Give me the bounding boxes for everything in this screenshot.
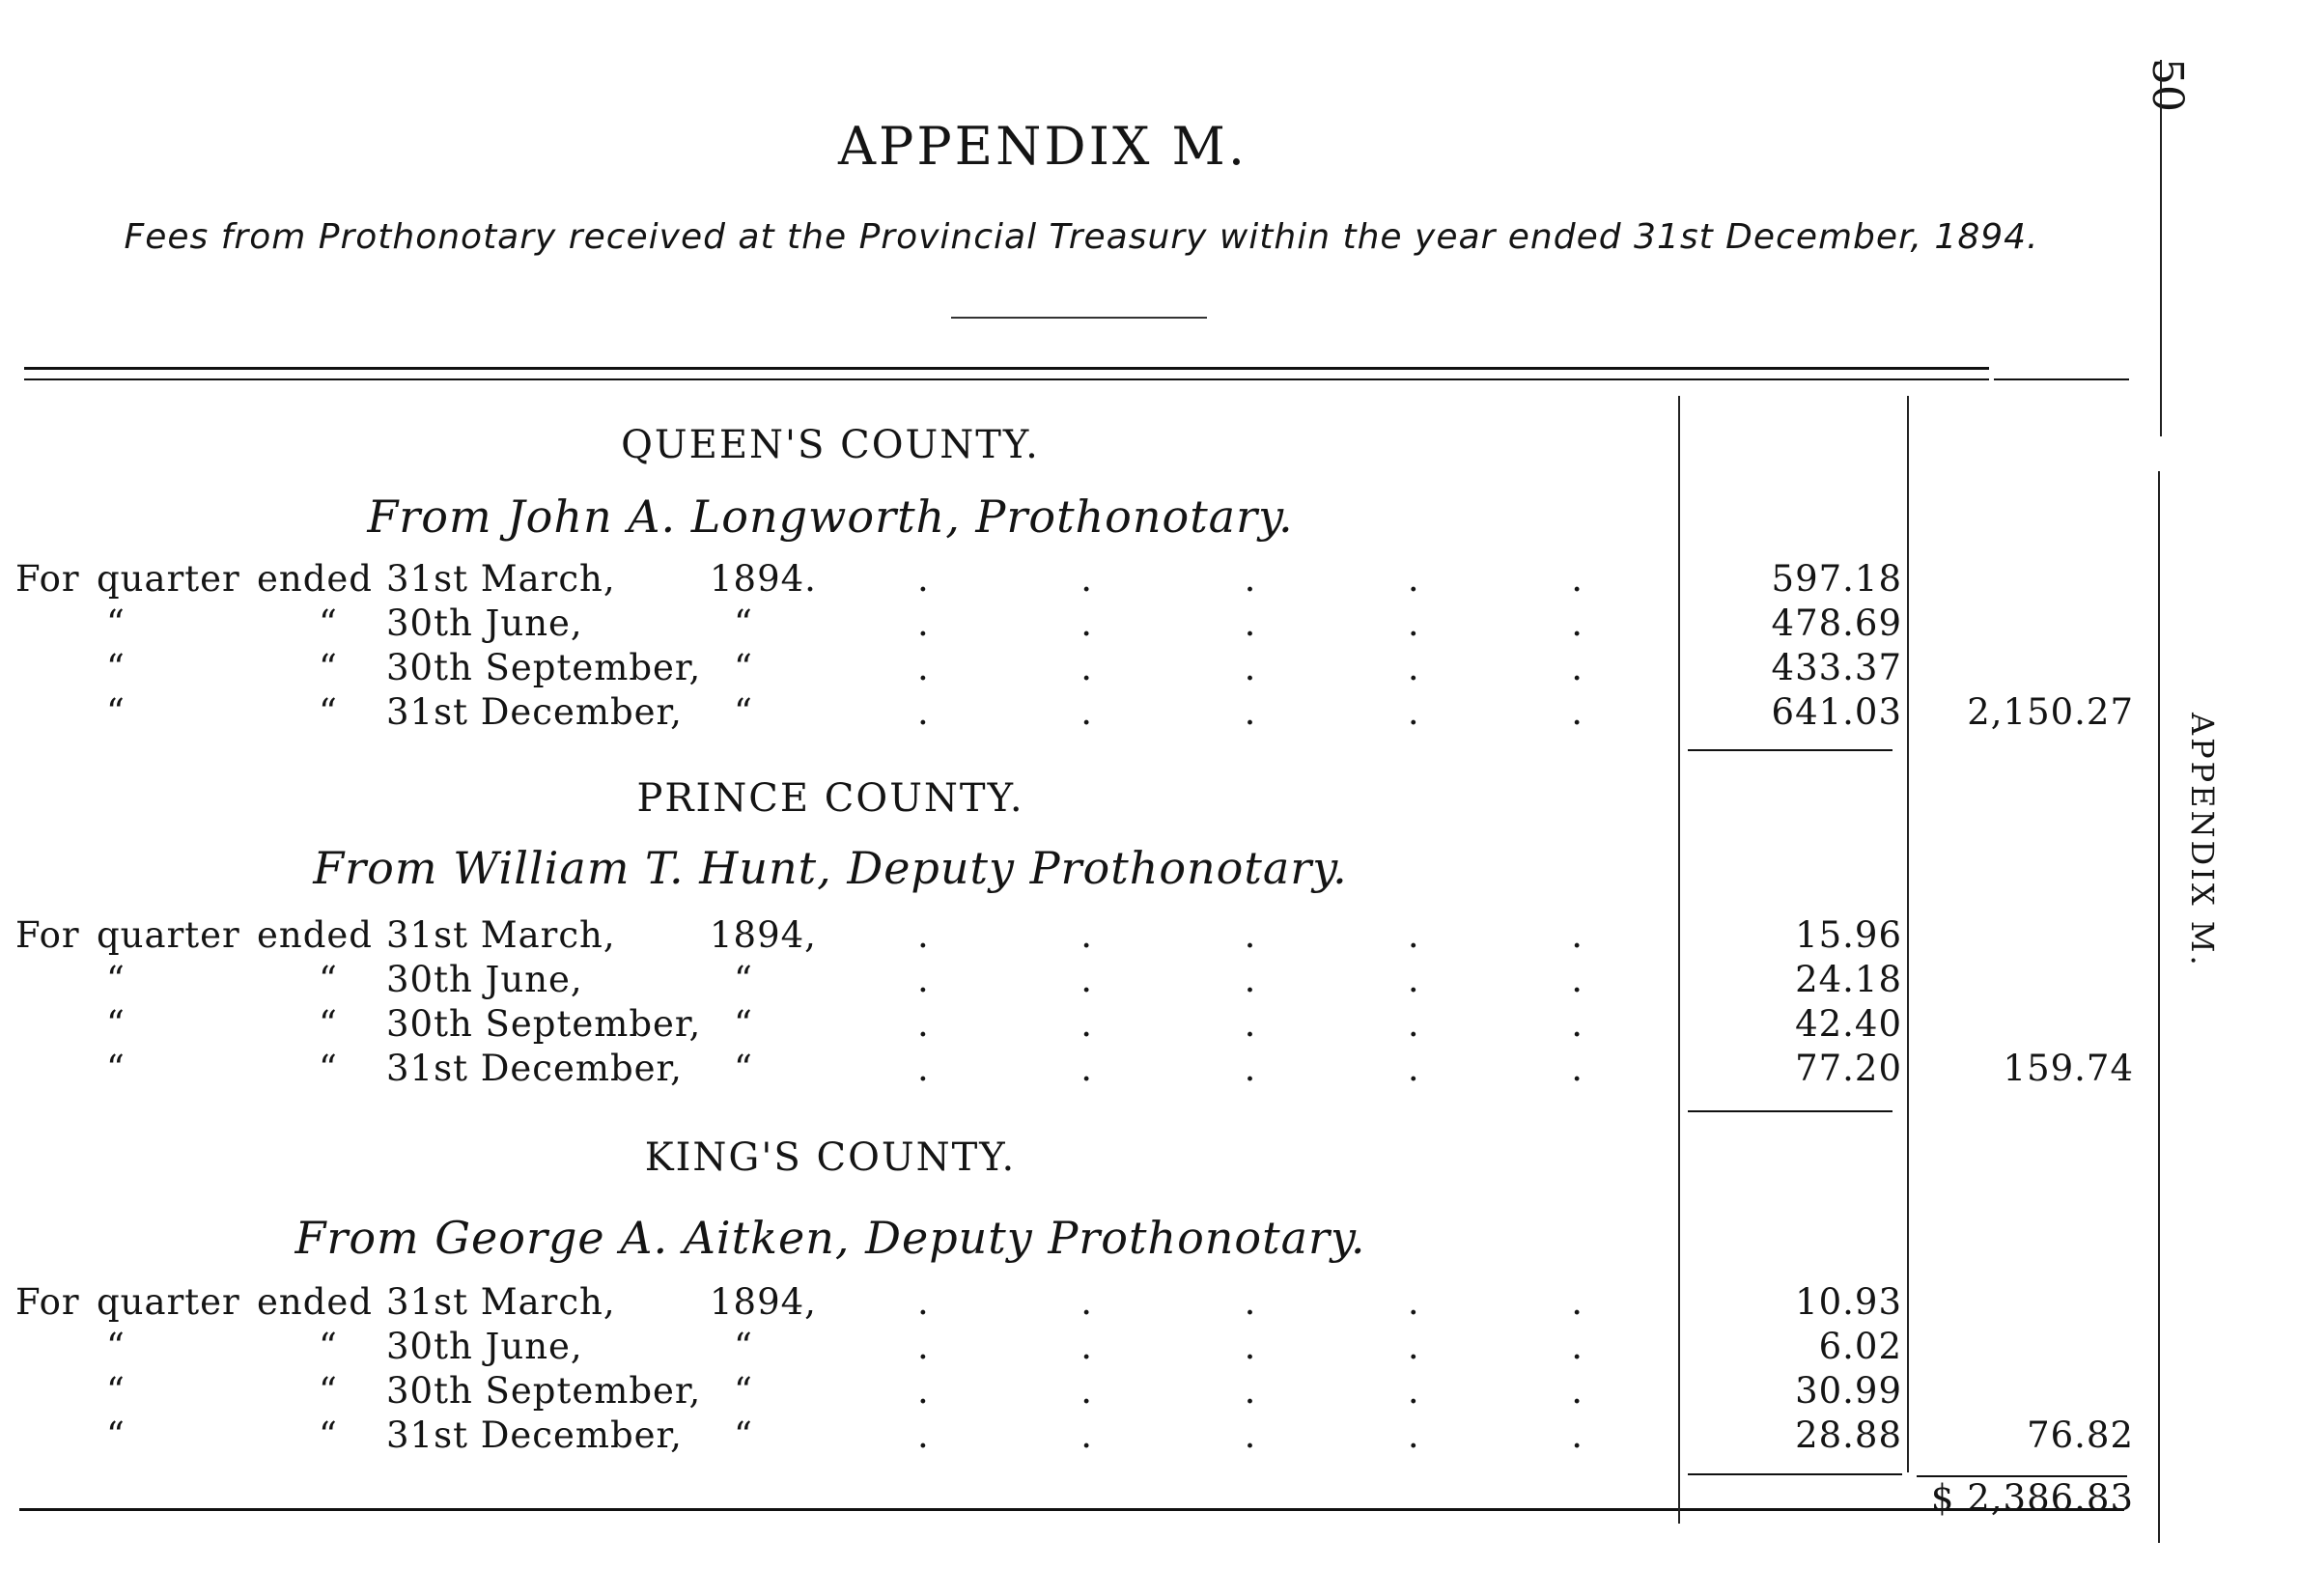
table-row xyxy=(0,558,2221,602)
leader-dots: . . . . . xyxy=(917,914,1584,956)
ditto-mark: “ xyxy=(734,602,753,644)
row-amount: 42.40 xyxy=(1795,1003,1902,1045)
table-row xyxy=(0,602,2221,647)
row-date: 31st March, xyxy=(386,558,616,600)
subtotal-rule xyxy=(1688,1110,1892,1112)
table-row xyxy=(0,1370,2221,1414)
ditto-mark: “ xyxy=(319,1414,338,1456)
page-title: APPENDIX M. xyxy=(837,116,1248,177)
table-row xyxy=(0,1326,2221,1370)
table-top-rule-right xyxy=(1994,378,2129,380)
row-label-ended: ended xyxy=(257,914,373,956)
row-amount: 433.37 xyxy=(1771,647,1902,688)
county-heading: KING'S COUNTY. xyxy=(644,1135,1017,1180)
ditto-mark: “ xyxy=(106,691,126,733)
row-amount: 15.96 xyxy=(1795,914,1902,956)
table-row xyxy=(0,914,2221,959)
table-row xyxy=(0,1414,2221,1459)
subtotal-rule xyxy=(1688,1473,1902,1475)
row-amount: 77.20 xyxy=(1795,1048,1902,1089)
leader-dots: . . . . . xyxy=(917,959,1584,1000)
leader-dots: . . . . . xyxy=(917,558,1584,600)
section-subtotal: 2,150.27 xyxy=(1967,691,2134,733)
row-label-for: For xyxy=(15,1281,80,1323)
ditto-mark: “ xyxy=(106,602,126,644)
table-bottom-rule xyxy=(19,1508,2124,1511)
ditto-mark: “ xyxy=(734,1326,753,1367)
ditto-mark: “ xyxy=(319,959,338,1000)
ditto-mark: “ xyxy=(734,1414,753,1456)
row-year: 1894, xyxy=(710,914,817,956)
row-amount: 478.69 xyxy=(1771,602,1902,644)
table-row xyxy=(0,1003,2221,1048)
officer-heading: From William T. Hunt, Deputy Prothonotary. xyxy=(313,842,1348,894)
title-rule xyxy=(951,317,1207,319)
ditto-mark: “ xyxy=(106,1048,126,1089)
leader-dots: . . . . . xyxy=(917,1326,1584,1367)
row-label-quarter: quarter xyxy=(97,558,240,600)
ditto-mark: “ xyxy=(106,1414,126,1456)
leader-dots: . . . . . xyxy=(917,1003,1584,1045)
ditto-mark: “ xyxy=(319,602,338,644)
row-label-quarter: quarter xyxy=(97,1281,240,1323)
row-label-quarter: quarter xyxy=(97,914,240,956)
row-date: 30th September, xyxy=(386,1370,702,1412)
county-heading: QUEEN'S COUNTY. xyxy=(621,423,1040,467)
leader-dots: . . . . . xyxy=(917,647,1584,688)
row-date: 31st March, xyxy=(386,914,616,956)
ditto-mark: “ xyxy=(734,959,753,1000)
row-date: 31st December, xyxy=(386,691,683,733)
ditto-mark: “ xyxy=(734,1048,753,1089)
ditto-mark: “ xyxy=(319,1370,338,1412)
row-amount: 28.88 xyxy=(1795,1414,1902,1456)
officer-heading: From John A. Longworth, Prothonotary. xyxy=(367,490,1294,543)
ditto-mark: “ xyxy=(106,959,126,1000)
page-number: 50 xyxy=(2143,58,2192,112)
margin-rule xyxy=(2160,60,2162,436)
row-date: 30th June, xyxy=(386,1326,583,1367)
row-label-ended: ended xyxy=(257,1281,373,1323)
grand-total: $ 2,386.83 xyxy=(1930,1477,2134,1519)
row-label-ended: ended xyxy=(257,558,373,600)
row-amount: 24.18 xyxy=(1795,959,1902,1000)
row-date: 31st December, xyxy=(386,1048,683,1089)
row-amount: 641.03 xyxy=(1771,691,1902,733)
ditto-mark: “ xyxy=(319,1003,338,1045)
ditto-mark: “ xyxy=(106,1003,126,1045)
section-subtotal: 159.74 xyxy=(2003,1048,2134,1089)
ditto-mark: “ xyxy=(734,1370,753,1412)
county-heading: PRINCE COUNTY. xyxy=(636,776,1024,821)
row-year: 1894. xyxy=(710,558,817,600)
row-date: 30th September, xyxy=(386,647,702,688)
table-row xyxy=(0,691,2221,736)
table-top-rule-2 xyxy=(24,378,1989,380)
leader-dots: . . . . . xyxy=(917,1048,1584,1089)
row-amount: 10.93 xyxy=(1795,1281,1902,1323)
table-row xyxy=(0,1048,2221,1092)
row-amount: 30.99 xyxy=(1795,1370,1902,1412)
section-subtotal: 76.82 xyxy=(2027,1414,2134,1456)
side-running-title: APPENDIX M. xyxy=(2184,713,2221,968)
ditto-mark: “ xyxy=(106,647,126,688)
ditto-mark: “ xyxy=(319,691,338,733)
row-label-for: For xyxy=(15,558,80,600)
ditto-mark: “ xyxy=(106,1370,126,1412)
ditto-mark: “ xyxy=(106,1326,126,1367)
leader-dots: . . . . . xyxy=(917,602,1584,644)
ditto-mark: “ xyxy=(734,647,753,688)
ditto-mark: “ xyxy=(734,1003,753,1045)
row-year: 1894, xyxy=(710,1281,817,1323)
officer-heading: From George A. Aitken, Deputy Prothonotary. xyxy=(294,1212,1366,1264)
row-date: 31st December, xyxy=(386,1414,683,1456)
ditto-mark: “ xyxy=(319,1326,338,1367)
ditto-mark: “ xyxy=(319,1048,338,1089)
row-amount: 597.18 xyxy=(1771,558,1902,600)
table-row xyxy=(0,647,2221,691)
page-subtitle: Fees from Prothonotary received at the Provincial Treasury within the year ended 31st December, 1894. xyxy=(124,217,2039,257)
row-date: 30th June, xyxy=(386,959,583,1000)
row-label-for: For xyxy=(15,914,80,956)
ditto-mark: “ xyxy=(319,647,338,688)
row-date: 30th September, xyxy=(386,1003,702,1045)
leader-dots: . . . . . xyxy=(917,1370,1584,1412)
table-row xyxy=(0,959,2221,1003)
row-date: 30th June, xyxy=(386,602,583,644)
ditto-mark: “ xyxy=(734,691,753,733)
table-top-rule xyxy=(24,367,1989,370)
subtotal-rule xyxy=(1688,749,1892,751)
leader-dots: . . . . . xyxy=(917,691,1584,733)
row-amount: 6.02 xyxy=(1818,1326,1902,1367)
leader-dots: . . . . . xyxy=(917,1414,1584,1456)
leader-dots: . . . . . xyxy=(917,1281,1584,1323)
table-row xyxy=(0,1281,2221,1326)
row-date: 31st March, xyxy=(386,1281,616,1323)
